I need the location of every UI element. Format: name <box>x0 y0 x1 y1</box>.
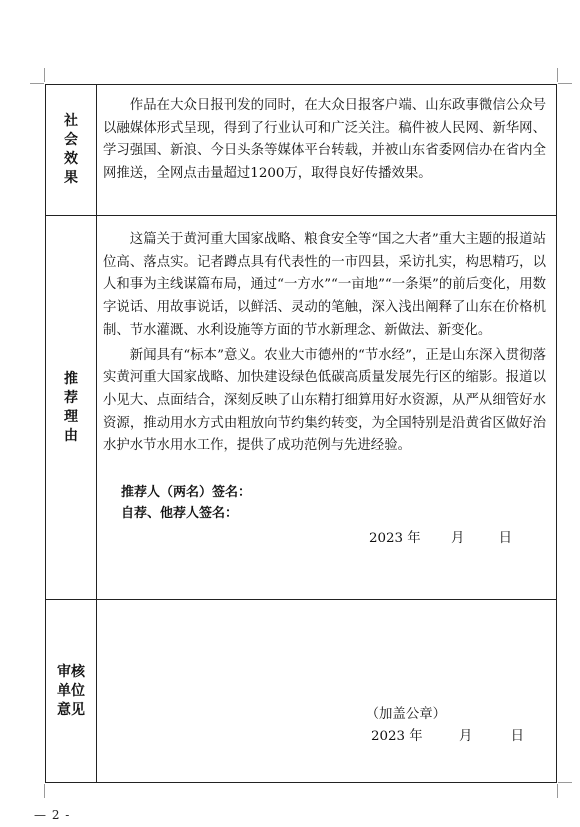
label-char: 会 <box>64 132 78 148</box>
label-char: 由 <box>64 427 78 444</box>
review-date <box>103 726 546 748</box>
crop-mark <box>30 83 44 84</box>
recommend-date <box>103 528 546 550</box>
self-recommender-signature-label: 自荐、他荐人签名： <box>121 506 239 522</box>
crop-mark <box>44 68 45 82</box>
crop-mark <box>558 83 572 84</box>
social-effect-text: 作品在大众日报刊发的同时，在大众日报客户端、山东政事微信公众号以融媒体形式呈现，得到了行业认可和广泛关注。稿件被人民网、新华网、学习强国、新浪、今日头条等媒体平台转载，并被山东省委网信办在省内全网推送，全网点击量超过1200万，取得良好传播效果。 <box>103 98 546 182</box>
recommend-reason-label <box>46 216 97 600</box>
date-day: 日 <box>510 729 524 744</box>
label-line: 审核 <box>57 663 85 680</box>
recommender-signature-label: 推荐人（两名）签名： <box>121 485 252 501</box>
review-opinion-label <box>46 600 97 783</box>
recommend-reason-content <box>97 216 557 600</box>
review-opinion-content <box>97 600 557 783</box>
social-effect-row <box>46 85 557 216</box>
label-char: 果 <box>64 170 78 186</box>
crop-mark <box>557 68 558 82</box>
official-seal-note: （加盖公章） <box>365 707 446 722</box>
label-char: 社 <box>64 113 78 129</box>
date-day: 日 <box>498 531 512 547</box>
social-effect-label <box>46 85 97 216</box>
review-opinion-row <box>46 600 557 783</box>
recommend-paragraph-2: 新闻具有“标本”意义。农业大市德州的“节水经”，正是山东深入贯彻落实黄河重大国家战略、加快建设绿色低碳高质量发展先行区的缩影。报道以小见大、点面结合，深刻反映了山东精打细算用好水资源，从严从细管好水资源，推动用水方式由粗放向节约集约转变，为全国特别是沿黄省区做好治水护水节水用水工作，提供了成功范例与先进经验。 <box>103 347 546 454</box>
recommend-paragraph-1: 这篇关于黄河重大国家战略、粮食安全等“国之大者”重大主题的报道站位高、落点实。记者蹲点具有代表性的一市四县，采访扎实，构思精巧，以人和事为主线谋篇布局，通过“一方水”“一亩地”“一条渠”的前后变化，用数字说话、用故事说话，以鲜活、灵动的笔触，深入浅出阐释了山东在价格机制、节水灌溉、水利设施等方面的节水新理念、新做法、新变化。 <box>103 232 546 338</box>
crop-mark <box>44 784 45 798</box>
label-char: 推 <box>64 370 78 387</box>
label-char: 效 <box>64 151 78 167</box>
label-char: 荐 <box>64 389 78 406</box>
label-line: 单位 <box>57 682 85 699</box>
date-month: 月 <box>450 531 465 547</box>
date-month: 月 <box>458 729 473 744</box>
date-year: 2023 年 <box>370 729 423 744</box>
social-effect-content <box>97 85 557 216</box>
page-number: — 2 - <box>34 808 71 822</box>
date-year: 2023 年 <box>368 531 421 547</box>
label-line: 意见 <box>57 701 85 718</box>
label-char: 理 <box>64 408 78 425</box>
recommend-reason-row <box>46 216 557 600</box>
crop-mark <box>558 782 572 783</box>
crop-mark <box>557 784 558 798</box>
evaluation-form-table <box>45 84 557 783</box>
